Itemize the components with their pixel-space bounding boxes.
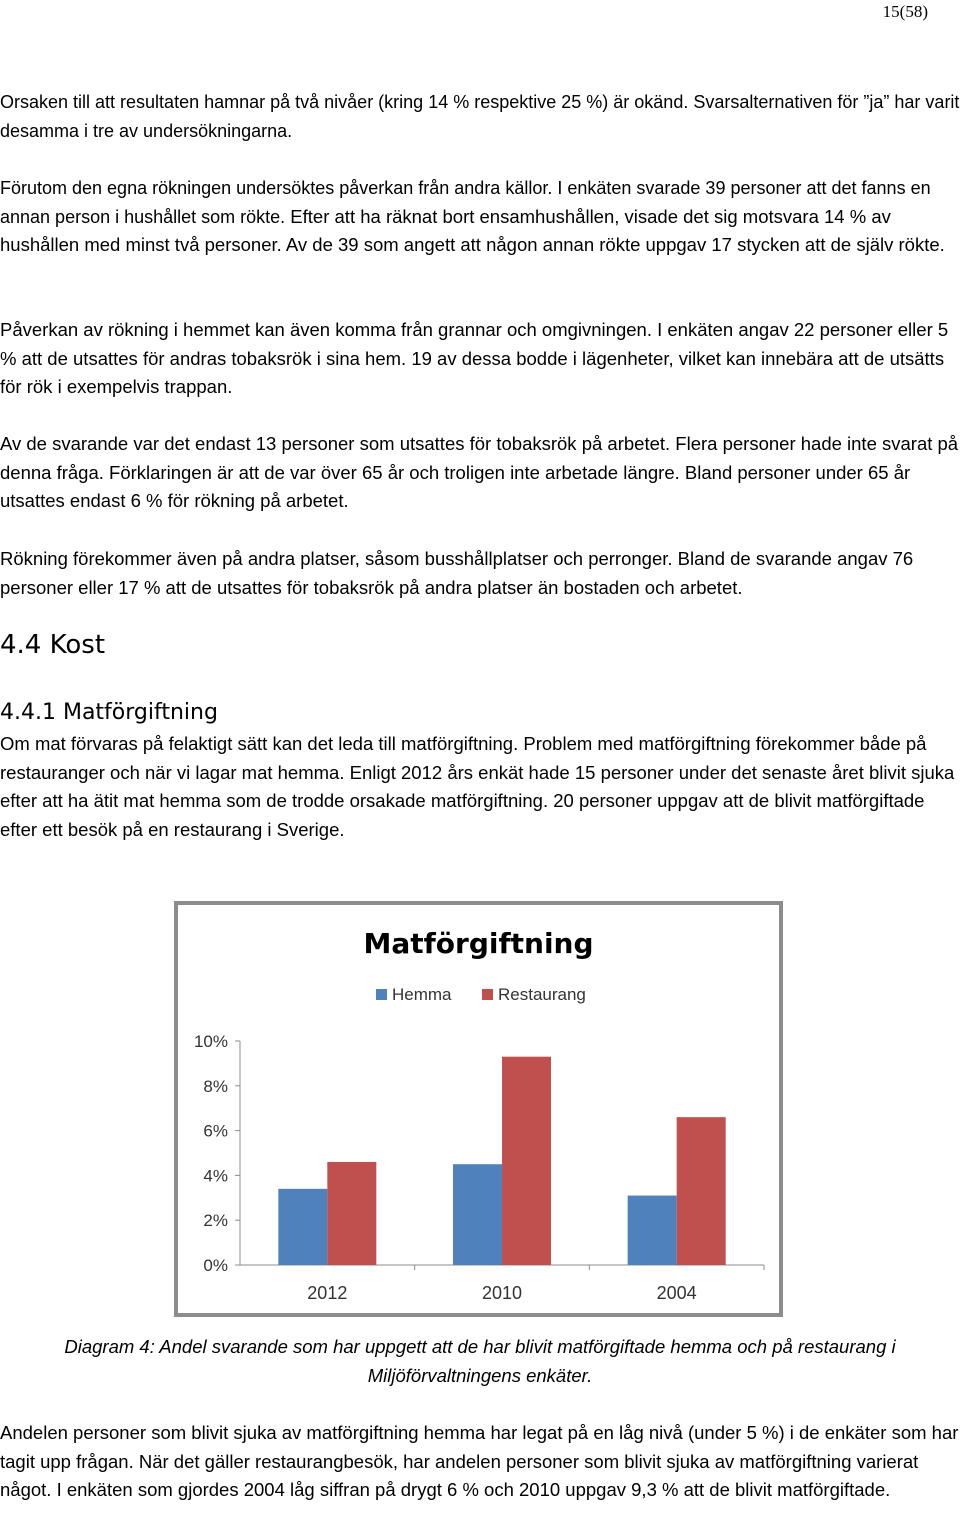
paragraph-2-part-a: Förutom den egna rökningen undersöktes påverkan från andra källor. I enkäten svarade 39 personer att det fanns en annan person i hushållet som rökte. (0, 178, 931, 227)
x-tick-label: 2004 (656, 1283, 697, 1303)
paragraph-3: Påverkan av rökning i hemmet kan även komma från grannar och omgivningen. I enkäten angav 22 personer eller 5 % att de utsattes för andras tobaksrök i sina hem. 19 av dessa bodde i lägenheter, vilket kan innebära att de utsätts för rök i exempelvis trappan. (0, 319, 949, 398)
y-tick-label: 2% (203, 1211, 228, 1231)
subsection-heading: 4.4.1 Matförgiftning (0, 700, 218, 725)
legend-swatch-restaurang (482, 989, 493, 1000)
bar-hemma-2010 (453, 1164, 502, 1265)
paragraph-2-part-b: Efter att ha räknat bort ensamhushållen, visade det sig motsvara 14 % av hushållen med minst två personer. Av de 39 som angett att någon annan rökte uppgav 17 stycken att de själv rökte. (0, 205, 945, 256)
bar-restaurang-2004 (677, 1117, 726, 1265)
bar-restaurang-2010 (502, 1057, 551, 1265)
y-tick-label: 10% (193, 1032, 228, 1051)
bar-restaurang-2012 (327, 1162, 376, 1265)
chart-title: Matförgiftning (363, 927, 594, 960)
legend-label-restaurang: Restaurang (498, 985, 586, 1004)
section-heading: 4.4 Kost (0, 630, 106, 660)
y-tick-label: 6% (203, 1121, 228, 1141)
x-tick-label: 2010 (481, 1283, 523, 1303)
legend-swatch-hemma (376, 989, 387, 1000)
matforgiftning-chart (174, 901, 783, 1317)
chart-svg (174, 901, 783, 1317)
bar-hemma-2004 (628, 1196, 677, 1265)
paragraph-4: Av de svarande var det endast 13 personer som utsattes för tobaksrök på arbetet. Flera personer hade inte svarat på denna fråga. Förklaringen är att de var över 65 år och troligen inte arbetade längre. Bland personer under 65 år utsattes endast 6 % för rökning på arbetet. (0, 433, 959, 512)
y-tick-label: 4% (203, 1166, 228, 1186)
y-tick-label: 0% (203, 1256, 228, 1275)
paragraph-6: Om mat förvaras på felaktigt sätt kan det leda till matförgiftning. Problem med matförgiftning förekommer både på restauranger och när vi lagar mat hemma. Enligt 2012 års enkät hade 15 personer under det senaste året blivit sjuka efter att ha ätit mat hemma som de trodde orsakade matförgiftning. 20 personer uppgav att de blivit matförgiftade efter ett besök på en restaurang i Sverige. (0, 733, 955, 840)
paragraph-7: Andelen personer som blivit sjuka av matförgiftning hemma har legat på en låg nivå (under 5 %) i de enkäter som har tagit upp frågan. När det gäller restaurangbesök, har andelen personer som blivit sjuka av matförgiftning varierat något. I enkäten som gjordes 2004 låg siffran på drygt 6 % och 2010 uppgav 9,3 % att de blivit matförgiftade. (0, 1422, 959, 1501)
x-tick-label: 2012 (307, 1283, 348, 1303)
paragraph-2 (0, 174, 960, 260)
paragraph-1: Orsaken till att resultaten hamnar på två nivåer (kring 14 % respektive 25 %) är okänd. Svarsalternativen för ”ja” har varit desamma i tre av undersökningarna. (0, 92, 960, 141)
figure-caption: Diagram 4: Andel svarande som har uppgett att de har blivit matförgiftade hemma och på restaurang i Miljöförvaltningens enkäter. (64, 1336, 896, 1386)
y-tick-label: 8% (203, 1076, 228, 1096)
bar-hemma-2012 (278, 1189, 327, 1265)
page-number: 15(58) (882, 2, 928, 21)
paragraph-5: Rökning förekommer även på andra platser, såsom busshållplatser och perronger. Bland de svarande angav 76 personer eller 17 % att de utsattes för tobaksrök på andra platser än bostaden och arbetet. (0, 548, 914, 598)
legend-label-hemma: Hemma (392, 985, 452, 1004)
